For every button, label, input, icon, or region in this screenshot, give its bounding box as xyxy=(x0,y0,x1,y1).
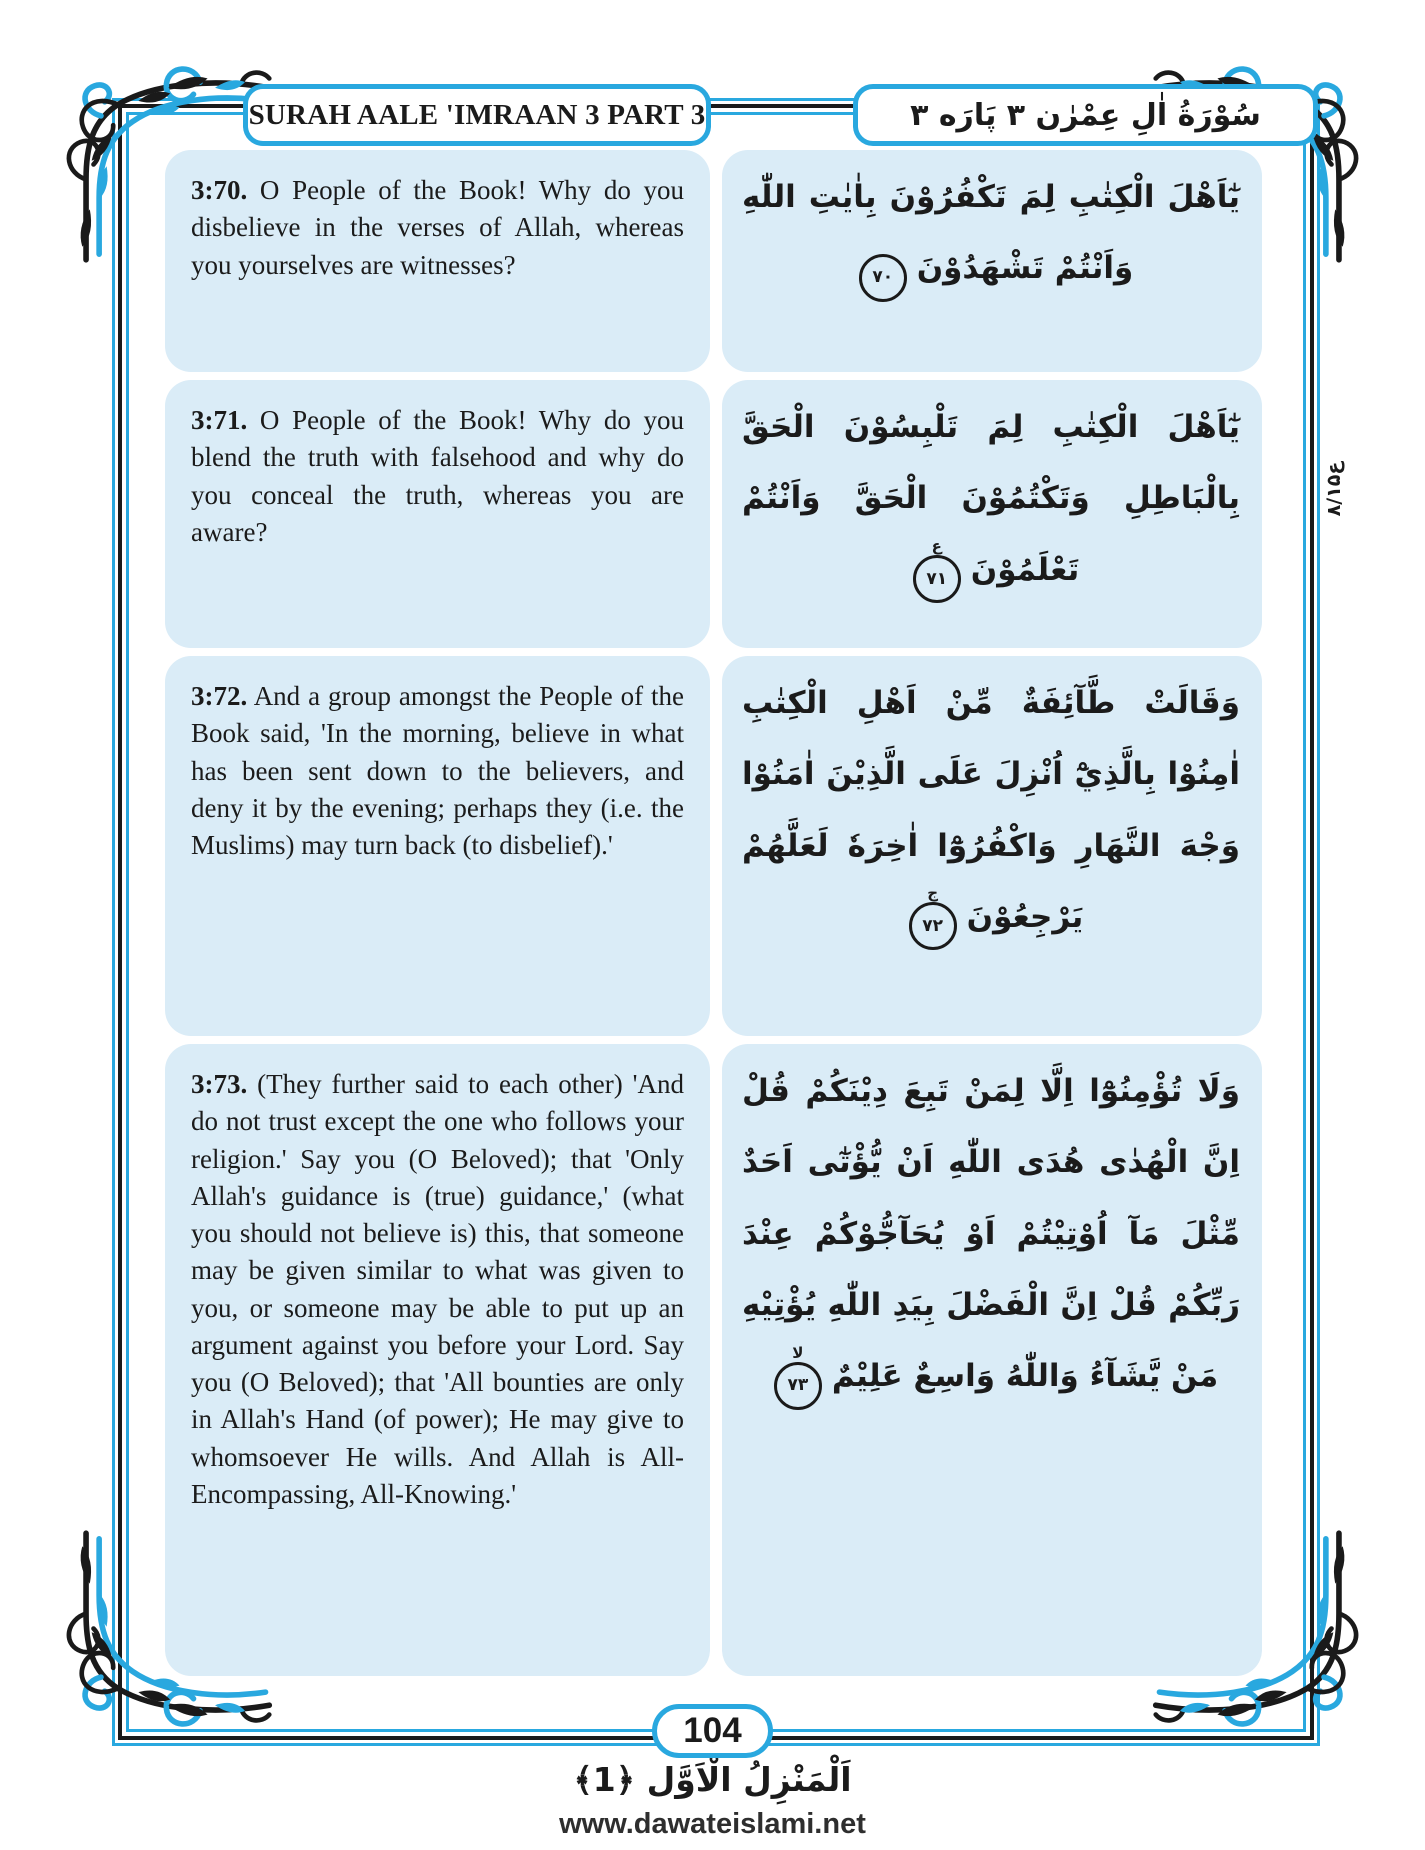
verse-ref: 3:73. xyxy=(191,1069,248,1099)
verse-arabic-text: وَقَالَتْ طَّآئِفَةٌ مِّنْ اَهْلِ الْكِتٰبِ اٰمِنُوْا بِالَّذِيْٓ اُنْزِلَ عَلَى الَّذِيْنَ اٰمَنُوْا وَجْهَ النَّهَارِ وَاكْفُرُوْٓا اٰخِرَهٗ لَعَلَّهُمْ يَرْجِعُوْنَ ج ۷۲ xyxy=(742,668,1240,953)
verse-translation-text: 3:71. O People of the Book! Why do you blend the truth with falsehood and why do you conceal the truth, whereas you are aware? xyxy=(191,405,684,547)
floral-corner-ornament-icon xyxy=(58,1522,273,1737)
ayah-number-circle: ۷۳ xyxy=(774,1362,822,1410)
manzil-label: اَلْمَنْزِلُ الْاَوَّل ﴿1﴾ xyxy=(573,1760,852,1799)
ayah-number-circle: ۷۱ xyxy=(913,555,961,603)
floral-corner-ornament-icon xyxy=(1152,1522,1367,1737)
verse-arabic-text: يٰٓاَهْلَ الْكِتٰبِ لِمَ تَكْفُرُوْنَ بِاٰيٰتِ اللّٰهِ وَاَنْتُمْ تَشْهَدُوْنَ ۷۰ xyxy=(742,162,1240,305)
verse-arabic-text: يٰٓاَهْلَ الْكِتٰبِ لِمَ تَلْبِسُوْنَ الْحَقَّ بِالْبَاطِلِ وَتَكْتُمُوْنَ الْحَقَّ وَاَنْتُمْ تَعْلَمُوْنَ ع ۷۱ xyxy=(742,392,1240,606)
ayah-number-circle: ۷۰ xyxy=(859,254,907,302)
page-number-pill: 104 xyxy=(652,1704,773,1758)
verse-row xyxy=(165,656,1262,1036)
verse-row xyxy=(165,380,1262,648)
verse-translation-block xyxy=(165,656,710,1036)
ayah-end-marker xyxy=(859,238,907,302)
verse-translation-text: 3:72. And a group amongst the People of the Book said, 'In the morning, believe in what has been sent down to the believers, and deny it by the evening; perhaps they (i.e. the Muslims) may turn back (to disbelief).' xyxy=(191,681,685,860)
margin-ruku-note: ع۸/۱۵ xyxy=(1323,461,1345,517)
ayah-end-marker: ع ۷۱ xyxy=(913,539,961,603)
ayah-end-marker: ج ۷۲ xyxy=(909,886,957,950)
ayah-number-circle: ۷۲ xyxy=(909,902,957,950)
verse-arabic-text: وَلَا تُؤْمِنُوْٓا اِلَّا لِمَنْ تَبِعَ دِيْنَكُمْ قُلْ اِنَّ الْهُدٰى هُدَى اللّٰهِ اَنْ يُّؤْتٰٓى اَحَدٌ مِّثْلَ مَآ اُوْتِيْتُمْ اَوْ يُحَآجُّوْكُمْ عِنْدَ رَبِّكُمْ قُلْ اِنَّ الْفَضْلَ بِيَدِ اللّٰهِ يُؤْتِيْهِ مَنْ يَّشَآءُ وَاللّٰهُ وَاسِعٌ عَلِيْمٌ لا ۷۳ xyxy=(742,1056,1240,1412)
header-title-arabic xyxy=(853,84,1318,146)
verse-row xyxy=(165,150,1262,372)
verse-row xyxy=(165,1044,1262,1676)
verse-ref: 3:70. xyxy=(191,175,248,205)
verse-translation-text: 3:73. (They further said to each other) 'And do not trust except the one who follows your religion.' Say you (O Beloved); that 'Only Allah's guidance is (true) guidance,' (what you should not believe is) this, that someone may be given similar to what was given to you, or someone may be able to put up an argument against you before your Lord. Say you (O Beloved); that 'All bounties are only in Allah's Hand (of power); He may give to whomsoever He wills. And Allah is All-Encompassing, All-Knowing.' xyxy=(191,1069,684,1509)
ayah-end-marker: لا ۷۳ xyxy=(774,1346,822,1410)
verse-arabic-block xyxy=(722,656,1262,1036)
verse-translation-block xyxy=(165,380,710,648)
verse-ref: 3:72. xyxy=(191,681,248,711)
floral-corner-ornament-icon xyxy=(58,56,273,271)
verse-translation-text: 3:70. O People of the Book! Why do you disbelieve in the verses of Allah, whereas you yourselves are witnesses? xyxy=(191,175,684,280)
surah-title-english: SURAH AALE 'IMRAAN 3 PART 3 xyxy=(248,98,706,131)
verse-arabic-block xyxy=(722,380,1262,648)
surah-title-arabic: سُوْرَةُ اٰلِ عِمْرٰن ۳ پَارَه ۳ xyxy=(910,97,1261,133)
website-url: www.dawateislami.net xyxy=(559,1808,866,1840)
header-title-english xyxy=(243,84,711,146)
verse-ref: 3:71. xyxy=(191,405,248,435)
